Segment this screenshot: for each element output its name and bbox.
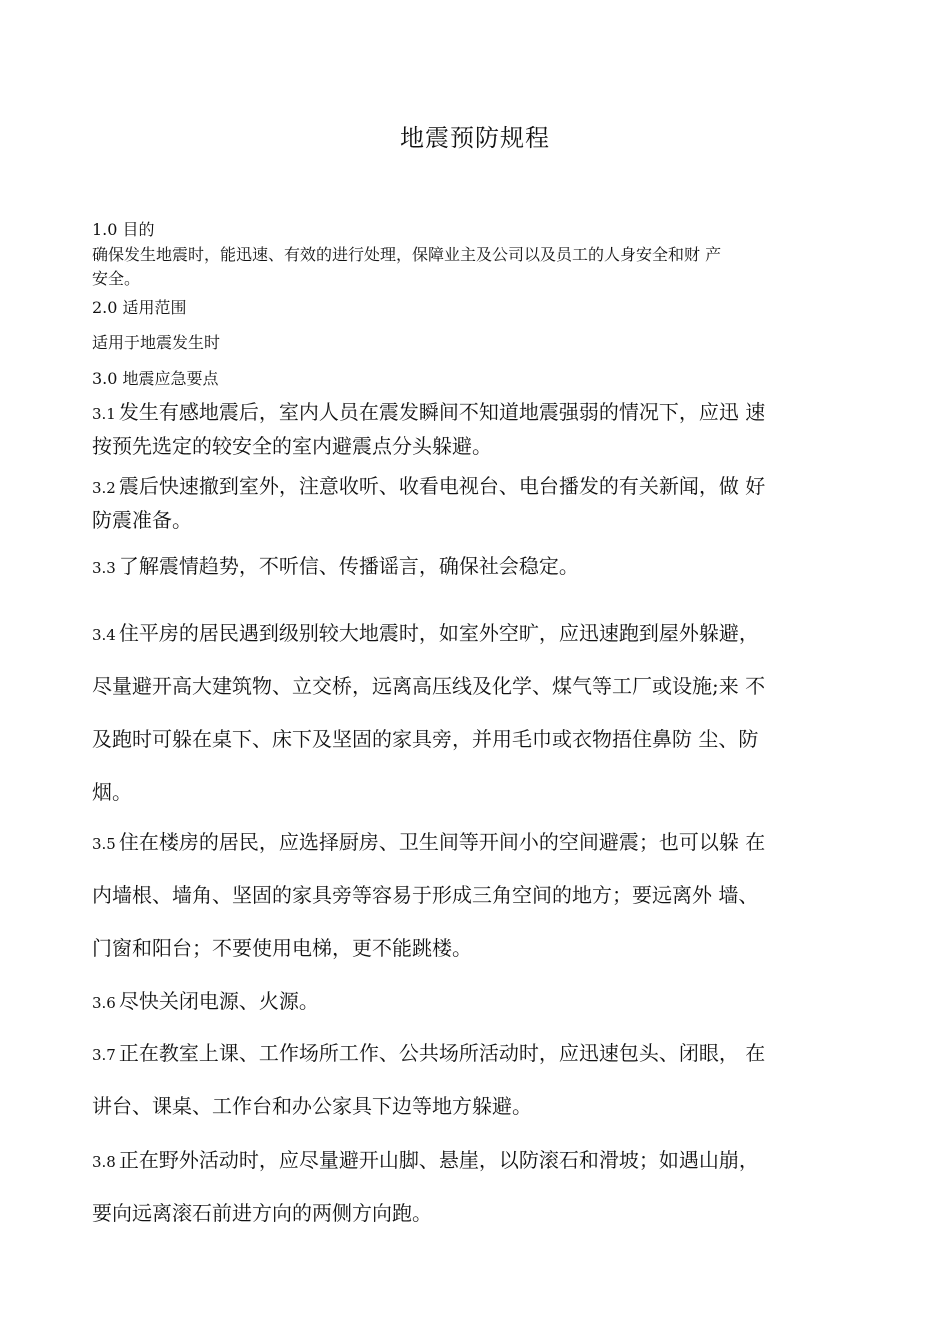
item-text: 按预先选定的较安全的室内避震点分头躲避。 xyxy=(92,434,492,458)
section-2-body: 适用于地震发生时 xyxy=(92,333,221,352)
item-text: 了解震情趋势，不听信、传播谣言，确保社会稳定。 xyxy=(118,554,579,578)
item-3-6 xyxy=(92,985,864,1019)
section-1-body xyxy=(92,243,864,291)
item-number: 3.7 xyxy=(92,1046,116,1064)
item-number: 3.6 xyxy=(92,994,116,1012)
item-number: 3.1 xyxy=(92,405,116,423)
item-text: 防震准备。 xyxy=(92,508,192,532)
item-number: 3.3 xyxy=(92,559,116,577)
item-3-4 xyxy=(92,617,864,829)
item-text: 住在楼房的居民，应选择厨房、卫生间等开间小的空间避震；也可以躲 在 xyxy=(118,830,766,854)
item-number: 3.2 xyxy=(92,479,116,497)
item-3-1 xyxy=(92,396,864,462)
item-text: 门窗和阳台；不要使用电梯，更不能跳楼。 xyxy=(92,936,472,960)
item-text: 震后快速撤到室外，注意收听、收看电视台、电台播发的有关新闻，做 好 xyxy=(118,474,766,498)
item-number: 3.8 xyxy=(92,1153,116,1171)
item-text: 尽量避开高大建筑物、立交桥，远离高压线及化学、煤气等工厂或设施;来 不 xyxy=(92,674,766,698)
item-3-7 xyxy=(92,1037,864,1143)
item-text: 要向远离滚石前进方向的两侧方向跑。 xyxy=(92,1201,432,1225)
item-text: 及跑时可躲在桌下、床下及坚固的家具旁，并用毛巾或衣物捂住鼻防 尘、防 xyxy=(92,727,759,751)
item-3-2 xyxy=(92,470,864,536)
item-text: 讲台、课桌、工作台和办公家具下边等地方躲避。 xyxy=(92,1094,532,1118)
item-3-8 xyxy=(92,1144,864,1250)
item-text: 尽快关闭电源、火源。 xyxy=(118,989,319,1013)
item-number: 3.4 xyxy=(92,626,116,644)
section-2-heading: 2.0 适用范围 xyxy=(92,298,187,317)
item-number: 3.5 xyxy=(92,835,116,853)
item-text: 正在野外活动时，应尽量避开山脚、悬崖，以防滚石和滑坡；如遇山崩， xyxy=(118,1148,759,1172)
section-3-heading: 3.0 地震应急要点 xyxy=(92,369,219,388)
item-text: 住平房的居民遇到级别较大地震时，如室外空旷，应迅速跑到屋外躲避， xyxy=(118,621,759,645)
section-1-heading: 1.0 目的 xyxy=(92,220,155,239)
section-1-line: 安全。 xyxy=(92,269,141,288)
item-text: 发生有感地震后，室内人员在震发瞬间不知道地震强弱的情况下，应迅 速 xyxy=(118,400,766,424)
item-text: 正在教室上课、工作场所工作、公共场所活动时，应迅速包头、闭眼， 在 xyxy=(118,1041,766,1065)
item-text: 内墙根、墙角、坚固的家具旁等容易于形成三角空间的地方；要远离外 墙、 xyxy=(92,883,759,907)
item-3-3 xyxy=(92,550,864,584)
item-3-5 xyxy=(92,826,864,985)
item-text: 烟。 xyxy=(92,780,132,804)
section-1-line: 确保发生地震时，能迅速、有效的进行处理，保障业主及公司以及员工的人身安全和财 产 xyxy=(92,245,722,264)
document-title: 地震预防规程 xyxy=(400,124,550,152)
